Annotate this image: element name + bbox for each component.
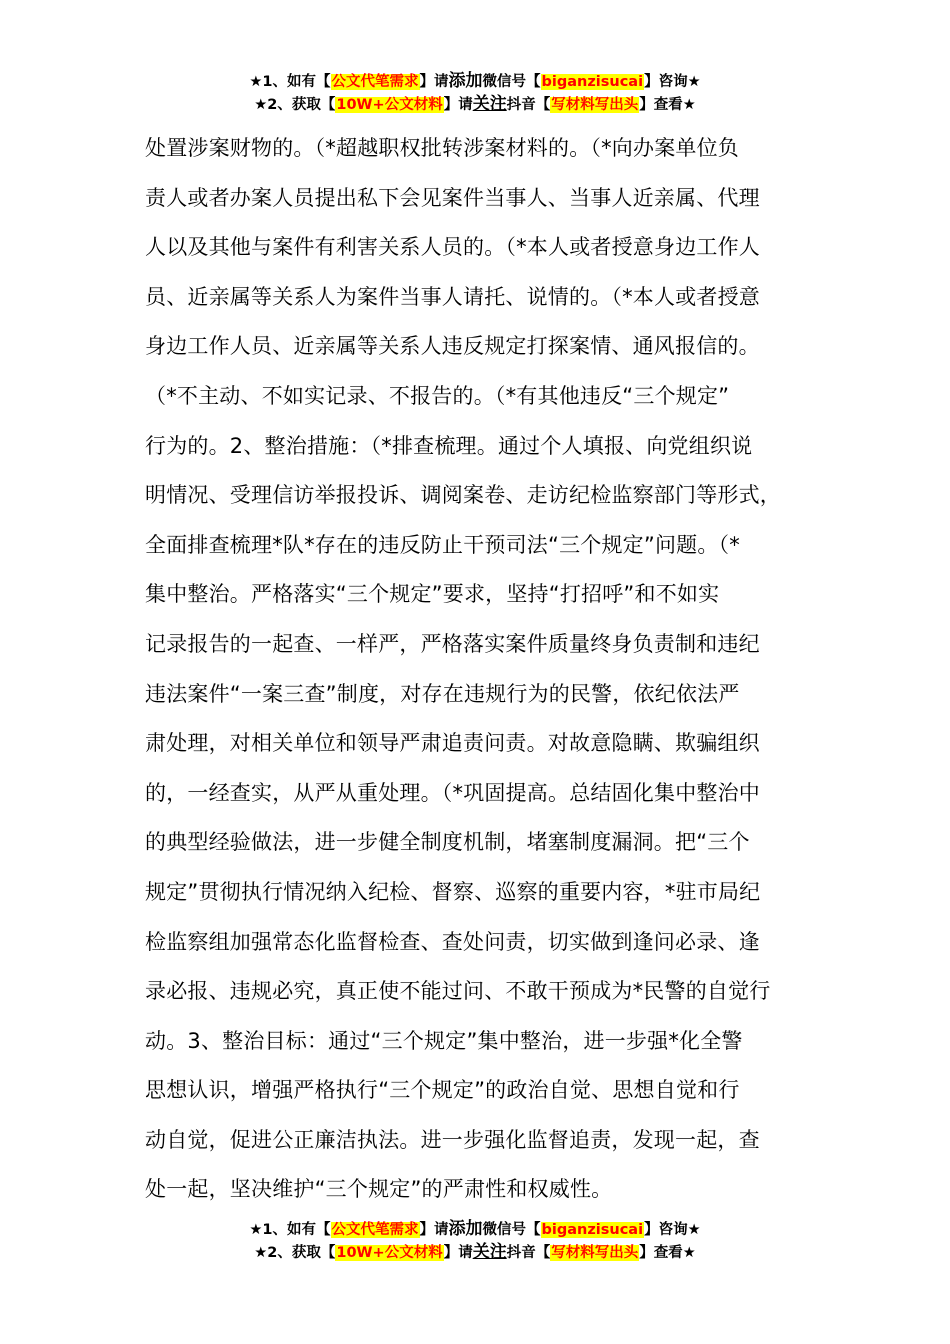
banner-text: ★1、如有【: [249, 1222, 331, 1238]
banner-text: 】查看★: [639, 97, 696, 113]
banner-text: 微信号【: [482, 1222, 541, 1238]
body-line: 处置涉案财物的。（*超越职权批转涉案材料的。（*向办案单位负: [145, 136, 739, 160]
body-line: 的，一经查实，从严从重处理。（*巩固提高。总结固化集中整治中: [145, 780, 760, 805]
body-line: 记录报告的一起查、一样严，严格落实案件质量终身负责制和违纪: [145, 631, 760, 656]
highlight-materials: 10W+公文材料: [336, 97, 443, 113]
banner-text: 】咨询★: [644, 74, 701, 90]
banner-text: 微信号【: [482, 74, 541, 90]
banner-text: ★2、获取【: [254, 1245, 336, 1261]
body-line: 思想认识，增强严格执行“三个规定”的政治自觉、思想自觉和行: [145, 1078, 740, 1103]
banner-text: ★1、如有【: [249, 74, 331, 90]
banner-text: ★2、获取【: [254, 97, 336, 113]
body-line: 身边工作人员、近亲属等关系人违反规定打探案情、通风报信的。: [145, 334, 760, 359]
banner-emphasis: 添加: [448, 1219, 483, 1239]
banner-line-1: [0, 70, 950, 93]
body-line: 检监察组加强常态化监督检查、查处问责，切实做到逢问必录、逢: [145, 929, 760, 954]
body-line: 集中整治。严格落实“三个规定”要求，坚持“打招呼”和不如实: [145, 582, 720, 607]
banner-text: 】咨询★: [644, 1222, 701, 1238]
highlight-service: 公文代笔需求: [331, 74, 419, 90]
body-line: 全面排查梳理*队*存在的违反防止干预司法“三个规定”问题。（*: [145, 532, 740, 557]
body-line: 行为的。2、整治措施：（*排查梳理。通过个人填报、向党组织说: [145, 433, 753, 458]
banner-line-2: [0, 93, 950, 116]
body-line: 人以及其他与案件有利害关系人员的。（*本人或者授意身边工作人: [145, 235, 760, 260]
highlight-wechat-id: biganzisucai: [541, 74, 644, 90]
body-line: 员、近亲属等关系人为案件当事人请托、说情的。（*本人或者授意: [145, 284, 760, 309]
body-line: 动。3、整治目标：通过“三个规定”集中整治，进一步强*化全警: [145, 1028, 743, 1053]
header-banner: [0, 70, 950, 116]
banner-text: 】请: [443, 1245, 473, 1261]
body-line: 录必报、违规必究，真正使不能过问、不敢干预成为*民警的自觉行: [145, 979, 771, 1004]
highlight-douyin: 写材料写出头: [551, 97, 639, 113]
body-line: 动自觉，促进公正廉洁执法。进一步强化监督追责，发现一起，查: [145, 1127, 760, 1152]
banner-text: 抖音【: [506, 97, 551, 113]
banner-text: 】查看★: [639, 1245, 696, 1261]
body-line: 处一起，坚决维护“三个规定”的严肃性和权威性。: [145, 1177, 613, 1202]
body-line: 的典型经验做法，进一步健全制度机制，堵塞制度漏洞。把“三个: [145, 830, 750, 855]
banner-line-1: [0, 1218, 950, 1241]
banner-emphasis: 关注: [472, 1242, 507, 1262]
banner-emphasis: 关注: [472, 94, 507, 114]
banner-line-2: [0, 1241, 950, 1264]
body-line: 肃处理，对相关单位和领导严肃追责问责。对故意隐瞒、欺骗组织: [145, 731, 760, 756]
body-line: 规定”贯彻执行情况纳入纪检、督察、巡察的重要内容，*驻市局纪: [145, 879, 761, 904]
banner-emphasis: 添加: [448, 71, 483, 91]
highlight-douyin: 写材料写出头: [551, 1245, 639, 1261]
highlight-materials: 10W+公文材料: [336, 1245, 443, 1261]
body-line: 违法案件“一案三查”制度，对存在违规行为的民警，依纪依法严: [145, 681, 740, 706]
footer-banner: [0, 1218, 950, 1264]
document-body: [145, 124, 811, 1215]
banner-text: 抖音【: [506, 1245, 551, 1261]
banner-text: 】请: [419, 1222, 449, 1238]
body-line: 责人或者办案人员提出私下会见案件当事人、当事人近亲属、代理: [145, 185, 760, 210]
banner-text: 】请: [443, 97, 473, 113]
highlight-service: 公文代笔需求: [331, 1222, 419, 1238]
body-line: （*不主动、不如实记录、不报告的。（*有其他违反“三个规定”: [145, 383, 730, 408]
highlight-wechat-id: biganzisucai: [541, 1222, 644, 1238]
banner-text: 】请: [419, 74, 449, 90]
body-line: 明情况、受理信访举报投诉、调阅案卷、走访纪检监察部门等形式，: [145, 483, 781, 508]
